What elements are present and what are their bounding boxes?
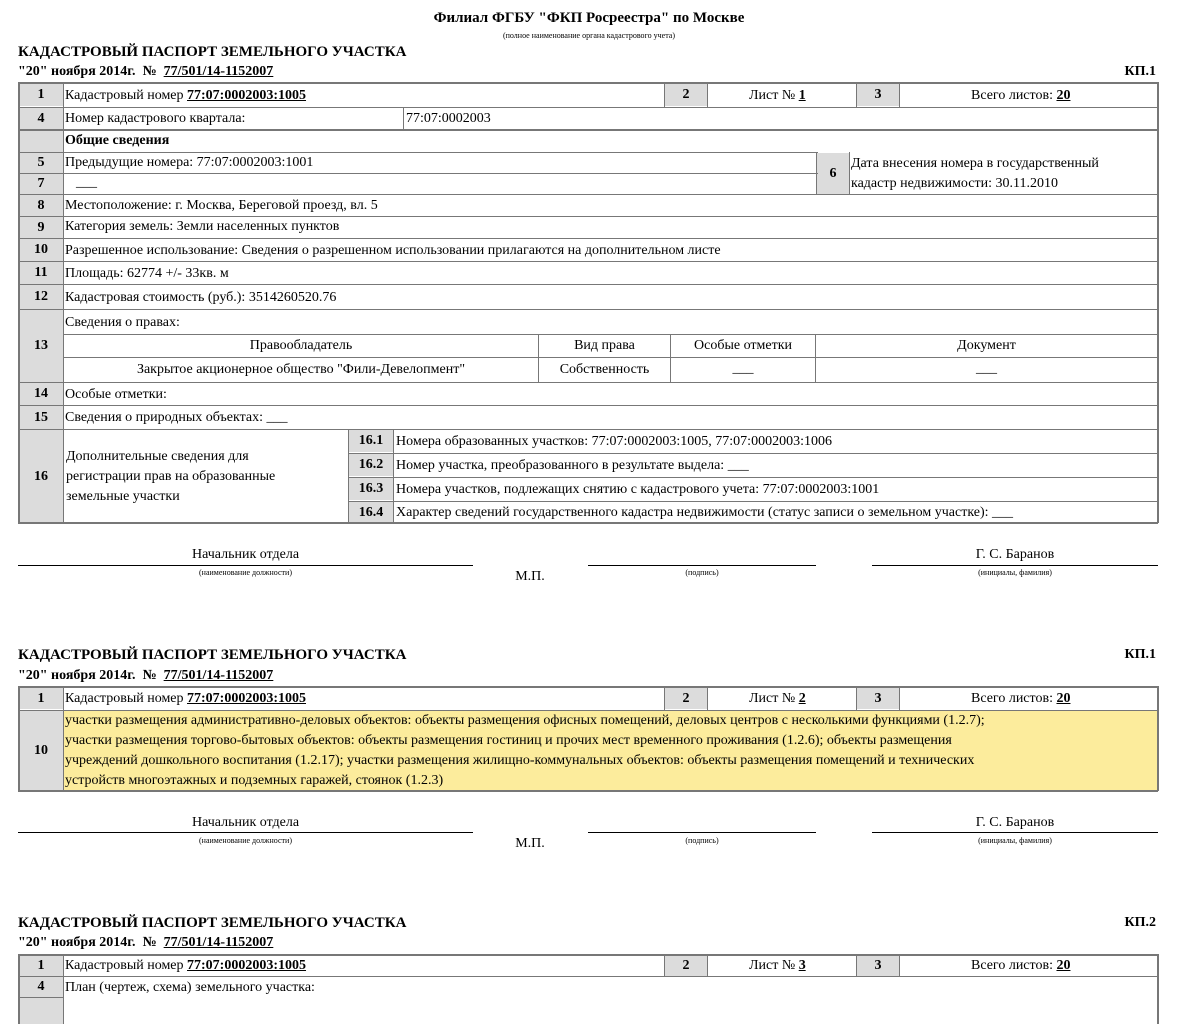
form-code-2: КП.1 [1124, 647, 1156, 662]
transformed-parcel-dash: ___ [727, 458, 749, 473]
date-entry-line1: Дата внесения номера в государственный [851, 156, 1099, 171]
row-num-2: 2 [665, 84, 707, 106]
prev-numbers: Предыдущие номера: 77:07:0002003:1001 [65, 155, 314, 170]
total-value-3: 20 [1056, 958, 1071, 973]
sheet-value-2: 2 [798, 691, 806, 706]
passport-date-2: "20" ноября 2014г. [18, 668, 136, 683]
passport-date-line-3 [18, 935, 273, 951]
row7-dash: ___ [76, 175, 97, 190]
transformed-parcel [396, 458, 749, 474]
sheet-label: Лист № [749, 88, 796, 103]
rights-title: Сведения о правах: [65, 315, 180, 330]
general-heading: Общие сведения [65, 133, 170, 148]
sheet-number-3 [749, 958, 806, 974]
row-num-15: 15 [19, 406, 63, 429]
rights-notes-dash: ___ [732, 361, 754, 376]
total-label-3: Всего листов: [971, 958, 1053, 973]
row-num-16-3: 16.3 [349, 478, 393, 500]
sheet-number-2 [749, 691, 806, 707]
row-num-16: 16 [19, 430, 63, 523]
additional-info-line3: земельные участки [66, 489, 180, 504]
row-num-1-s2: 1 [19, 688, 63, 709]
row-num-6: 6 [817, 153, 849, 194]
cad-number-label-3: Кадастровый номер [65, 958, 184, 973]
rights-holder: Закрытое акционерное общество "Фили-Девелопмент" [136, 362, 466, 377]
row-num-1: 1 [19, 84, 63, 106]
total-sheets-2 [971, 691, 1070, 707]
rights-header-kind: Вид права [574, 338, 635, 353]
signature-position-caption: (наименование должности) [199, 568, 292, 577]
row-num-3-s3: 3 [857, 955, 899, 976]
passport-date: "20" ноября 2014г. [18, 64, 136, 79]
quarter-value: 77:07:0002003 [406, 111, 491, 126]
stamp-place-2: М.П. [515, 836, 545, 851]
use-line-2: участки размещения торгово-бытовых объектов: объекты размещения гостиниц и прочих мест временного проживания (1.2.6); объекты размещения [65, 733, 952, 748]
land-category: Категория земель: Земли населенных пунктов [65, 219, 340, 234]
use-line-3: учреждений дошкольного воспитания (1.2.17); участки размещения жилищно-коммунальных объектов: объекты размещения помещений и технических [65, 753, 975, 768]
signature-name: Г. С. Баранов [975, 547, 1055, 562]
sheet-value-3: 3 [798, 958, 806, 973]
row-num-3: 3 [857, 84, 899, 106]
row-num-10-s2: 10 [19, 711, 63, 790]
row-num-2-s2: 2 [665, 688, 707, 709]
total-label: Всего листов: [971, 88, 1053, 103]
record-status-dash: ___ [992, 505, 1014, 520]
number-sign-3: № [142, 935, 157, 950]
row-num-5: 5 [19, 153, 63, 173]
form-code-3: КП.2 [1124, 915, 1156, 930]
signature-name-caption-2: (инициалы, фамилия) [978, 836, 1052, 845]
passport-title-2: КАДАСТРОВЫЙ ПАСПОРТ ЗЕМЕЛЬНОГО УЧАСТКА [18, 647, 407, 663]
number-sign-2: № [142, 668, 157, 683]
additional-info-line1: Дополнительные сведения для [66, 449, 249, 464]
total-sheets-3 [971, 958, 1070, 974]
form-code: КП.1 [1124, 64, 1156, 79]
passport-number-3: 77/501/14-1152007 [163, 935, 274, 950]
total-label-2: Всего листов: [971, 691, 1053, 706]
passport-number: 77/501/14-1152007 [163, 64, 274, 79]
cad-number-label: Кадастровый номер [65, 88, 184, 103]
sheet-label-2: Лист № [749, 691, 796, 706]
row-num-8: 8 [19, 195, 63, 216]
removed-parcels: Номера участков, подлежащих снятию с кадастрового учета: 77:07:0002003:1001 [396, 482, 880, 497]
cad-number-value-3: 77:07:0002003:1005 [187, 958, 307, 973]
row-num-16-2: 16.2 [349, 454, 393, 476]
row-num-14: 14 [19, 383, 63, 405]
rights-header-holder: Правообладатель [249, 338, 353, 353]
row-num-10: 10 [19, 239, 63, 261]
sheet-number [749, 88, 806, 104]
row-num-16-4: 16.4 [349, 502, 393, 523]
row-num-11: 11 [19, 262, 63, 284]
plan-label: План (чертеж, схема) земельного участка: [65, 980, 315, 995]
rights-header-document: Документ [957, 338, 1016, 353]
cad-number-value-2: 77:07:0002003:1005 [187, 691, 307, 706]
row-num-general-blank [19, 131, 63, 152]
transformed-parcel-label: Номер участка, преобразованного в результате выдела: [396, 458, 725, 473]
cad-number-label-2: Кадастровый номер [65, 691, 184, 706]
signature-position-caption-2: (наименование должности) [199, 836, 292, 845]
cad-number-row-3 [65, 958, 306, 974]
row-num-16-1: 16.1 [349, 430, 393, 452]
formed-parcels: Номера образованных участков: 77:07:0002003:1005, 77:07:0002003:1006 [396, 434, 832, 449]
record-status [396, 505, 1013, 521]
special-marks: Особые отметки: [65, 387, 167, 402]
signature-position: Начальник отдела [191, 547, 300, 562]
location: Местоположение: г. Москва, Береговой проезд, вл. 5 [65, 198, 378, 213]
total-sheets [971, 88, 1070, 104]
passport-number-2: 77/501/14-1152007 [163, 668, 274, 683]
org-name: Филиал ФГБУ "ФКП Росреестра" по Москве [433, 10, 745, 26]
passport-date-line-2 [18, 668, 273, 684]
signature-caption-2: (подпись) [685, 836, 719, 845]
signature-name-caption: (инициалы, фамилия) [978, 568, 1052, 577]
rights-kind: Собственность [559, 362, 650, 377]
stamp-place: М.П. [515, 569, 545, 584]
row-num-3-s2: 3 [857, 688, 899, 709]
row-num-4-s3: 4 [19, 977, 63, 997]
use-line-1: участки размещения административно-деловых объектов: объекты размещения офисных помещений, деловых центров с несколькими функциями (1.2.7); [65, 713, 985, 728]
row-num-13: 13 [19, 310, 63, 382]
passport-date-line [18, 64, 273, 80]
signature-name-2: Г. С. Баранов [975, 815, 1055, 830]
natural-objects-dash: ___ [266, 410, 288, 425]
area: Площадь: 62774 +/- 33кв. м [65, 266, 229, 281]
sheet-value: 1 [798, 88, 806, 103]
passport-title-3: КАДАСТРОВЫЙ ПАСПОРТ ЗЕМЕЛЬНОГО УЧАСТКА [18, 915, 407, 931]
passport-title: КАДАСТРОВЫЙ ПАСПОРТ ЗЕМЕЛЬНОГО УЧАСТКА [18, 44, 407, 60]
org-caption: (полное наименование органа кадастрового учета) [502, 31, 676, 40]
cad-number-row-2 [65, 691, 306, 707]
row-num-9: 9 [19, 217, 63, 238]
rights-document-dash: ___ [976, 361, 997, 376]
row-num-2-s3: 2 [665, 955, 707, 976]
row-num-12: 12 [19, 285, 63, 309]
total-value: 20 [1056, 88, 1071, 103]
natural-objects-label: Сведения о природных объектах: [65, 410, 263, 425]
use-line-4: устройств многоэтажных и подземных гаражей, стоянок (1.2.3) [65, 773, 444, 788]
permitted-use: Разрешенное использование: Сведения о разрешенном использовании прилагаются на дополнительном листе [65, 243, 721, 258]
row-num-4: 4 [19, 108, 63, 129]
cad-number-row [65, 88, 306, 104]
rights-header-notes: Особые отметки [694, 338, 792, 353]
number-sign: № [142, 64, 157, 79]
total-value-2: 20 [1056, 691, 1071, 706]
signature-position-2: Начальник отдела [191, 815, 300, 830]
row-num-blank-s3 [19, 998, 63, 1024]
signature-caption: (подпись) [685, 568, 719, 577]
row-num-1-s3: 1 [19, 955, 63, 976]
additional-info-line2: регистрации прав на образованные [66, 469, 276, 484]
quarter-label: Номер кадастрового квартала: [65, 111, 246, 126]
sheet-label-3: Лист № [749, 958, 796, 973]
natural-objects-row [65, 410, 288, 426]
record-status-label: Характер сведений государственного кадастра недвижимости (статус записи о земельном участке): [396, 505, 989, 520]
passport-date-3: "20" ноября 2014г. [18, 935, 136, 950]
cad-number-value: 77:07:0002003:1005 [187, 88, 307, 103]
cadastral-cost: Кадастровая стоимость (руб.): 3514260520.76 [65, 290, 337, 305]
row-num-7: 7 [19, 174, 63, 194]
date-entry-line2: кадастр недвижимости: 30.11.2010 [851, 176, 1058, 191]
